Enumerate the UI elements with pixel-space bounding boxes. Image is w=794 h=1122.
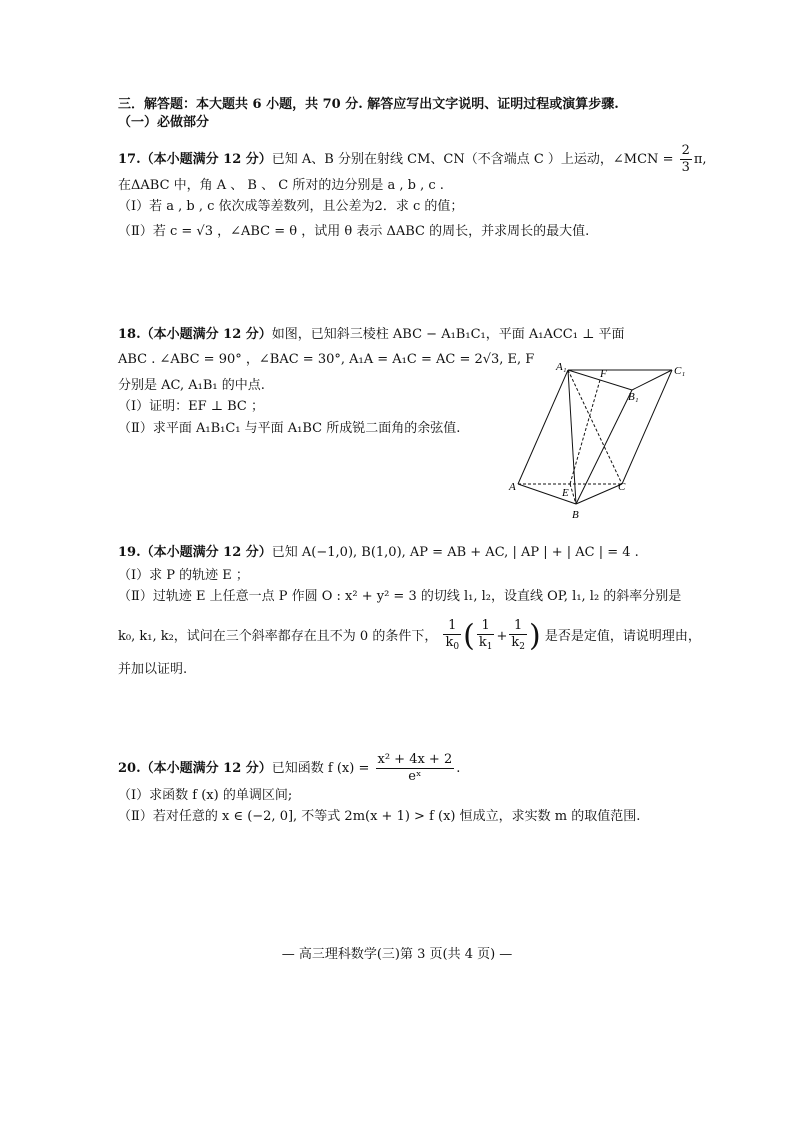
q19-expr-outer-frac: $\frac{1}{k_0}$	[445, 618, 460, 652]
required-part-label: （一）必做部分	[118, 115, 210, 130]
q17-part2-a: （Ⅱ）若 c = √3 ，	[118, 224, 231, 239]
q19-stem	[118, 544, 639, 562]
q19-part1: （Ⅰ）求 P 的轨迹 E ；	[118, 568, 249, 583]
q18-line2: ABC . ∠ABC = 90° ，∠BAC = 30°, A₁A = A₁C = AC = 2√3, E, F	[118, 352, 535, 367]
q17-number: 17.	[118, 152, 141, 167]
q17-part2	[118, 223, 589, 241]
q19-expr-frac2: $\frac{1}{k_2}$	[511, 618, 525, 652]
q17-part2-b: ∠ABC = θ ，试用 θ 表示 ΔABC 的周长，并求周长的最大值.	[230, 224, 590, 239]
label-E: E	[562, 487, 569, 499]
label-A1: A₁	[556, 361, 567, 373]
q18-score: （本小题满分 12 分）	[140, 327, 272, 342]
q19-line3-a: k₀, k₁, k₂，试问在三个斜率都存在且不为 0 的条件下，	[118, 629, 438, 644]
q17-stem-text: 已知 A、B 分别在射线 CM、CN（不含端点 C ）上运动，∠MCN =	[271, 152, 674, 167]
q18-line3: 分别是 AC, A₁B₁ 的中点.	[118, 378, 265, 393]
q18-part1: （Ⅰ）证明：EF ⊥ BC ；	[118, 399, 265, 414]
q20-number: 20.	[118, 761, 141, 776]
q19-line4: 并加以证明.	[118, 662, 188, 677]
q18-part2: （Ⅱ）求平面 A₁B₁C₁ 与平面 A₁BC 所成锐二面角的余弦值.	[118, 421, 461, 436]
label-C: C	[618, 481, 626, 493]
q18-stem	[118, 326, 624, 344]
label-B1: B₁	[628, 391, 639, 403]
q19-expr-frac1: $\frac{1}{k_1}$	[478, 618, 493, 652]
q19-stem-text: 已知 A(−1,0), B(1,0), AP = AB + AC, | AP | + | AC | = 4 .	[271, 545, 639, 560]
q19-line3: k₀, k₁, k₂，试问在三个斜率都存在且不为 0 的条件下， $\frac{1}{k_0}$ ( $\frac{1}{k_1}$ + $\frac{1}{k_2}$ ) 是否是定值，请说明理由，	[118, 618, 701, 654]
q17-stem	[118, 143, 707, 176]
q19-score: （本小题满分 12 分）	[140, 545, 272, 560]
q19-part2: （Ⅱ）过轨迹 E 上任意一点 P 作圆 O : x² + y² = 3 的切线 l₁, l₂，设直线 OP, l₁, l₂ 的斜率分别是	[118, 589, 682, 604]
label-F: F	[600, 368, 607, 380]
label-B: B	[572, 509, 579, 520]
label-A: A	[509, 481, 516, 493]
q19-line3-b: 是否是定值，请说明理由，	[544, 629, 701, 644]
q18-number: 18.	[118, 327, 141, 342]
q17-part1: （Ⅰ）若 a , b , c 依次成等差数列，且公差为2．求 c 的值；	[118, 199, 464, 214]
q17-fraction: $\frac{2}{3}$	[681, 143, 690, 175]
q17-score: （本小题满分 12 分）	[140, 152, 272, 167]
q20-stem: 20.（本小题满分 12 分）已知函数 f (x) = $\frac{\text{x² + 4x + 2}}{\text{eˣ}}$ .	[118, 752, 461, 784]
q20-stem-text: 已知函数 f (x) =	[271, 761, 370, 776]
q17-stem-end: π,	[693, 152, 707, 167]
q17-line2: 在ΔABC 中，角 A 、 B 、 C 所对的边分别是 a , b , c .	[118, 178, 444, 193]
section-header: 三．解答题：本大题共 6 小题，共 70 分. 解答应写出文字说明、证明过程或演算步骤.	[118, 97, 619, 112]
q20-score: （本小题满分 12 分）	[140, 761, 272, 776]
q20-fraction: $\frac{\text{x² + 4x + 2}}{\text{eˣ}}$	[377, 752, 453, 784]
q18-stem-text: 如图，已知斜三棱柱 ABC − A₁B₁C₁，平面 A₁ACC₁ ⊥ 平面	[271, 327, 625, 342]
prism-figure	[508, 360, 698, 520]
q20-part1: （Ⅰ）求函数 f (x) 的单调区间;	[118, 788, 293, 803]
q20-part2: （Ⅱ）若对任意的 x ∈ (−2, 0], 不等式 2m(x + 1) > f (x) 恒成立，求实数 m 的取值范围.	[118, 809, 641, 824]
label-C1: C₁	[674, 365, 686, 377]
page-footer: — 高三理科数学(三)第 3 页(共 4 页) —	[281, 947, 513, 962]
q19-number: 19.	[118, 545, 141, 560]
